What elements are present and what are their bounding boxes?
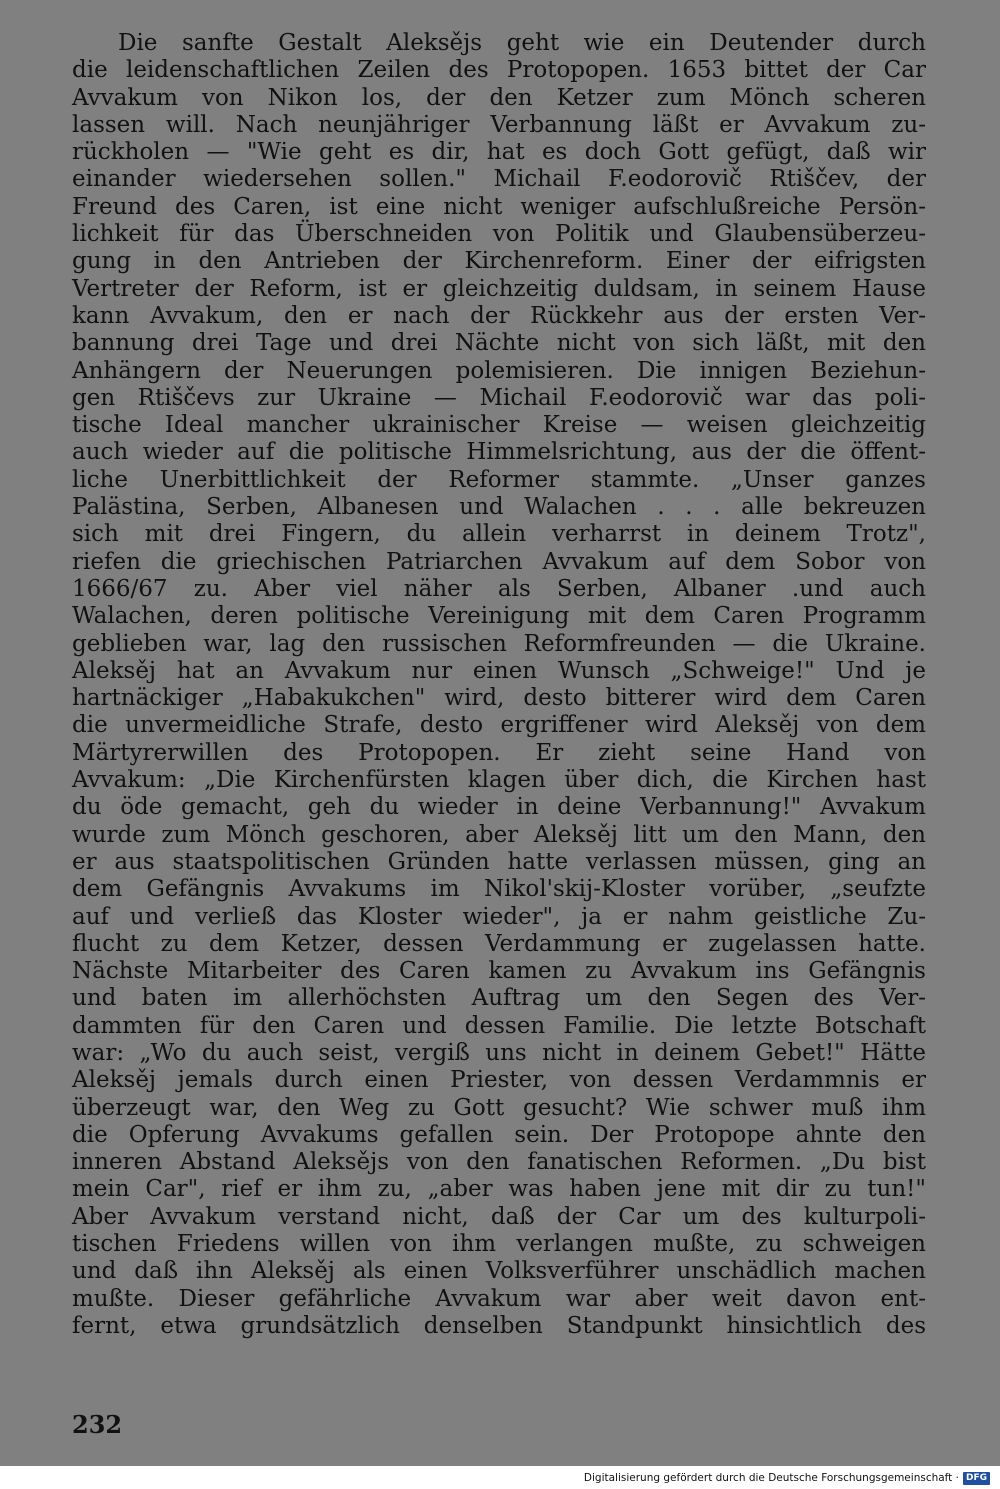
text-line: und daß ihn Aleksěj als einen Volksverführer unschädlich machen xyxy=(72,1258,926,1285)
text-line: Avvakum: „Die Kirchenfürsten klagen über dich, die Kirchen hast xyxy=(72,767,926,794)
text-line: Avvakum von Nikon los, der den Ketzer zum Mönch scheren xyxy=(72,84,926,111)
text-line: geblieben war, lag den russischen Reformfreunden — die Ukraine. xyxy=(72,630,926,657)
text-line: du öde gemacht, geh du wieder in deine Verbannung!" Avvakum xyxy=(72,794,926,821)
dfg-logo-icon: DFG xyxy=(963,1472,990,1485)
text-line: die Opferung Avvakums gefallen sein. Der Protopope ahnte den xyxy=(72,1121,926,1148)
text-line: Palästina, Serben, Albanesen und Walachen . . . alle bekreuzen xyxy=(72,494,926,521)
text-line: und baten im allerhöchsten Auftrag um den Segen des Ver- xyxy=(72,985,926,1012)
text-line: Anhängern der Neuerungen polemisieren. Die innigen Beziehun- xyxy=(72,357,926,384)
text-line: rückholen — "Wie geht es dir, hat es doch Gott gefügt, daß wir xyxy=(72,139,926,166)
text-line: Walachen, deren politische Vereinigung mit dem Caren Programm xyxy=(72,603,926,630)
text-line: tischen Friedens willen von ihm verlangen mußte, zu schweigen xyxy=(72,1231,926,1258)
text-line: sich mit drei Fingern, du allein verharrst in deinem Trotz", xyxy=(72,521,926,548)
text-line: er aus staatspolitischen Gründen hatte verlassen müssen, ging an xyxy=(72,848,926,875)
text-line: auch wieder auf die politische Himmelsrichtung, aus der die öffent- xyxy=(72,439,926,466)
text-line: war: „Wo du auch seist, vergiß uns nicht in deinem Gebet!" Hätte xyxy=(72,1039,926,1066)
text-line: tische Ideal mancher ukrainischer Kreise — weisen gleichzeitig xyxy=(72,412,926,439)
text-line: Aber Avvakum verstand nicht, daß der Car um des kulturpoli- xyxy=(72,1203,926,1230)
text-line: riefen die griechischen Patriarchen Avvakum auf dem Sobor von xyxy=(72,548,926,575)
text-line: lichkeit für das Überschneiden von Politik und Glaubensüberzeu- xyxy=(72,221,926,248)
text-line: Nächste Mitarbeiter des Caren kamen zu Avvakum ins Gefängnis xyxy=(72,958,926,985)
page-number: 232 xyxy=(72,1410,123,1439)
text-line: inneren Abstand Aleksějs von den fanatischen Reformen. „Du bist xyxy=(72,1149,926,1176)
text-line: liche Unerbittlichkeit der Reformer stammte. „Unser ganzes xyxy=(72,466,926,493)
text-line: Aleksěj hat an Avvakum nur einen Wunsch „Schweige!" Und je xyxy=(72,657,926,684)
text-line: dem Gefängnis Avvakums im Nikol'skij-Kloster vorüber, „seufzte xyxy=(72,876,926,903)
text-line: mein Car", rief er ihm zu, „aber was haben jene mit dir zu tun!" xyxy=(72,1176,926,1203)
text-line: Freund des Caren, ist eine nicht weniger aufschlußreiche Persön- xyxy=(72,193,926,220)
text-line: kann Avvakum, den er nach der Rückkehr aus der ersten Ver- xyxy=(72,302,926,329)
text-line: Aleksěj jemals durch einen Priester, von dessen Verdammnis er xyxy=(72,1067,926,1094)
text-line: lassen will. Nach neunjähriger Verbannung läßt er Avvakum zu- xyxy=(72,111,926,138)
text-line: 1666/67 zu. Aber viel näher als Serben, Albaner .und auch xyxy=(72,575,926,602)
footer-credit xyxy=(584,1470,990,1486)
text-line: gen Rtiščevs zur Ukraine — Michail F.eodorovič war das poli- xyxy=(72,384,926,411)
text-line: mußte. Dieser gefährliche Avvakum war aber weit davon ent- xyxy=(72,1285,926,1312)
text-line: Die sanfte Gestalt Aleksějs geht wie ein Deutender durch xyxy=(118,30,926,56)
text-line: Märtyrerwillen des Protopopen. Er zieht seine Hand von xyxy=(72,739,926,766)
text-line: gung in den Antrieben der Kirchenreform. Einer der eifrigsten xyxy=(72,248,926,275)
text-line: einander wiedersehen sollen." Michail F.eodorovič Rtiščev, der xyxy=(72,166,926,193)
text-line: überzeugt war, den Weg zu Gott gesucht? Wie schwer muß ihm xyxy=(72,1094,926,1121)
text-line: auf und verließ das Kloster wieder", ja er nahm geistliche Zu- xyxy=(72,903,926,930)
text-line: die leidenschaftlichen Zeilen des Protopopen. 1653 bittet der Car xyxy=(72,57,926,84)
text-line: die unvermeidliche Strafe, desto ergriffener wird Aleksěj von dem xyxy=(72,712,926,739)
text-line: Vertreter der Reform, ist er gleichzeitig duldsam, in seinem Hause xyxy=(72,275,926,302)
text-line: wurde zum Mönch geschoren, aber Aleksěj litt um den Mann, den xyxy=(72,821,926,848)
text-line: hartnäckiger „Habakukchen" wird, desto bitterer wird dem Caren xyxy=(72,685,926,712)
text-line: fernt, etwa grundsätzlich denselben Standpunkt hinsichtlich des xyxy=(72,1312,926,1339)
text-line: bannung drei Tage und drei Nächte nicht von sich läßt, mit den xyxy=(72,330,926,357)
footer-credit-text: Digitalisierung gefördert durch die Deutsche Forschungsgemeinschaft · xyxy=(583,1472,959,1484)
body-text xyxy=(72,30,926,1340)
text-line: dammten für den Caren und dessen Familie. Die letzte Botschaft xyxy=(72,1012,926,1039)
text-line: flucht zu dem Ketzer, dessen Verdammung er zugelassen hatte. xyxy=(72,930,926,957)
